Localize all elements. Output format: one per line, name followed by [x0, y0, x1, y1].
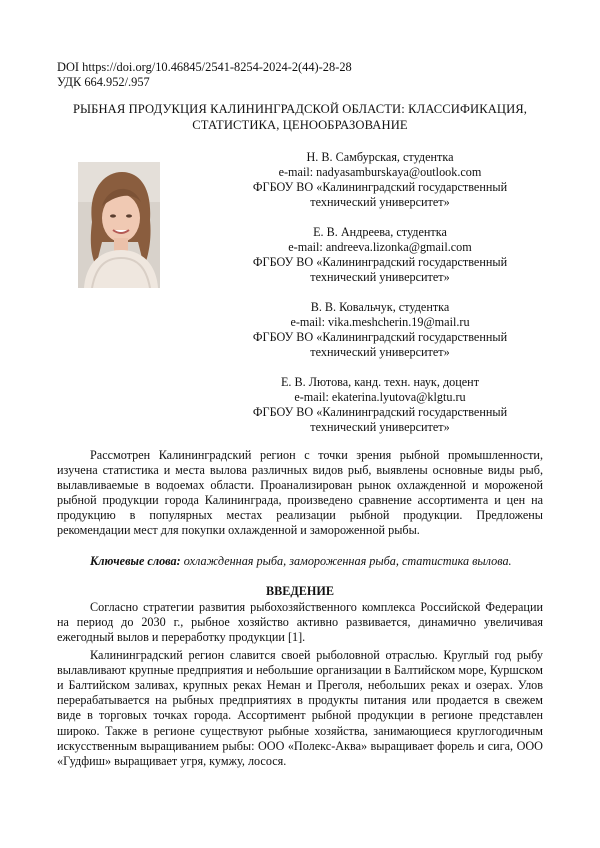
author-photo [78, 162, 160, 288]
author-entry [225, 150, 535, 210]
author-name: Н. В. Самбурская, студентка [306, 150, 454, 164]
abstract-text: Рассмотрен Калининградский регион с точки зрения рыбной промышленности, изучена статистика и места вылова различных видов рыб, выявлены основные виды рыб, вылавливаемые в водоемах области. Проанализирован рынок охлажденной и мороженой рыбной продукции города Калининграда, произведено сравнение ассортимента и цен на продукцию в популярных местах реализации рыбной продукции. Предложены рекомендации мест для покупки охлажденной и замороженной рыбы. [57, 448, 543, 537]
keywords-label: Ключевые слова: [90, 554, 181, 568]
author-email: e-mail: ekaterina.lyutova@klgtu.ru [294, 390, 466, 404]
doi-line: DOI https://doi.org/10.46845/2541-8254-2024-2(44)-28-28 [57, 60, 352, 74]
section-heading: ВВЕДЕНИЕ [266, 584, 334, 598]
keywords-text: охлажденная рыба, замороженная рыба, статистика вылова. [183, 554, 512, 568]
abstract [57, 448, 543, 538]
article-title [57, 102, 543, 133]
author-organization-cont: технический университет» [310, 270, 450, 284]
author-portrait-image [78, 162, 160, 288]
udk-line: УДК 664.952/.957 [57, 75, 150, 89]
author-name: В. В. Ковальчук, студентка [310, 300, 450, 314]
title-line-2: СТАТИСТИКА, ЦЕНООБРАЗОВАНИЕ [192, 117, 408, 132]
author-organization: ФГБОУ ВО «Калининградский государственный [252, 405, 508, 419]
author-organization: ФГБОУ ВО «Калининградский государственный [252, 255, 508, 269]
author-name: Е. В. Лютова, канд. техн. наук, доцент [280, 375, 480, 389]
author-entry [225, 375, 535, 435]
author-organization: ФГБОУ ВО «Калининградский государственный [252, 330, 508, 344]
author-name: Е. В. Андреева, студентка [313, 225, 447, 239]
author-organization-cont: технический университет» [310, 420, 450, 434]
title-line-1: РЫБНАЯ ПРОДУКЦИЯ КАЛИНИНГРАДСКОЙ ОБЛАСТИ: КЛАССИФИКАЦИЯ, [72, 102, 528, 116]
article-meta [57, 60, 352, 90]
author-organization-cont: технический университет» [310, 345, 450, 359]
body-text [57, 600, 543, 771]
author-entry [225, 225, 535, 285]
paragraph: Согласно стратегии развития рыбохозяйственного комплекса Российской Федерации на период до 2030 г., рыбное хозяйство активно развивается, динамично увеличивая ежегодный вылов и переработку продукции [1]. [57, 600, 543, 645]
authors-block [225, 150, 535, 450]
author-entry [225, 300, 535, 360]
keywords [57, 554, 543, 569]
author-email: e-mail: nadyasamburskaya@outlook.com [278, 165, 482, 179]
author-organization-cont: технический университет» [310, 195, 450, 209]
author-email: e-mail: andreeva.lizonka@gmail.com [288, 240, 472, 254]
paragraph: Калининградский регион славится своей рыболовной отраслью. Круглый год рыбу вылавливают крупные предприятия и небольшие организации в Балтийском море, Куршском и Балтийском заливах, крупных реках Неман и Преголя, небольших реках и озерах. Улов перерабатывается на рыбных предприятиях в продукты питания или продается в свежем виде в торговых точках города. Ассортимент рыбной продукции в регионе представлен широко. Также в регионе существуют рыбные хозяйства, занимающиеся круглогодичным искусственным выращиванием рыбы: ООО «Полекс-Аква» выращивает форель и сига, ООО «Гудфиш» выращивает угря, кумжу, лосося. [57, 647, 543, 769]
author-organization: ФГБОУ ВО «Калининградский государственный [252, 180, 508, 194]
author-email: e-mail: vika.meshcherin.19@mail.ru [290, 315, 470, 329]
